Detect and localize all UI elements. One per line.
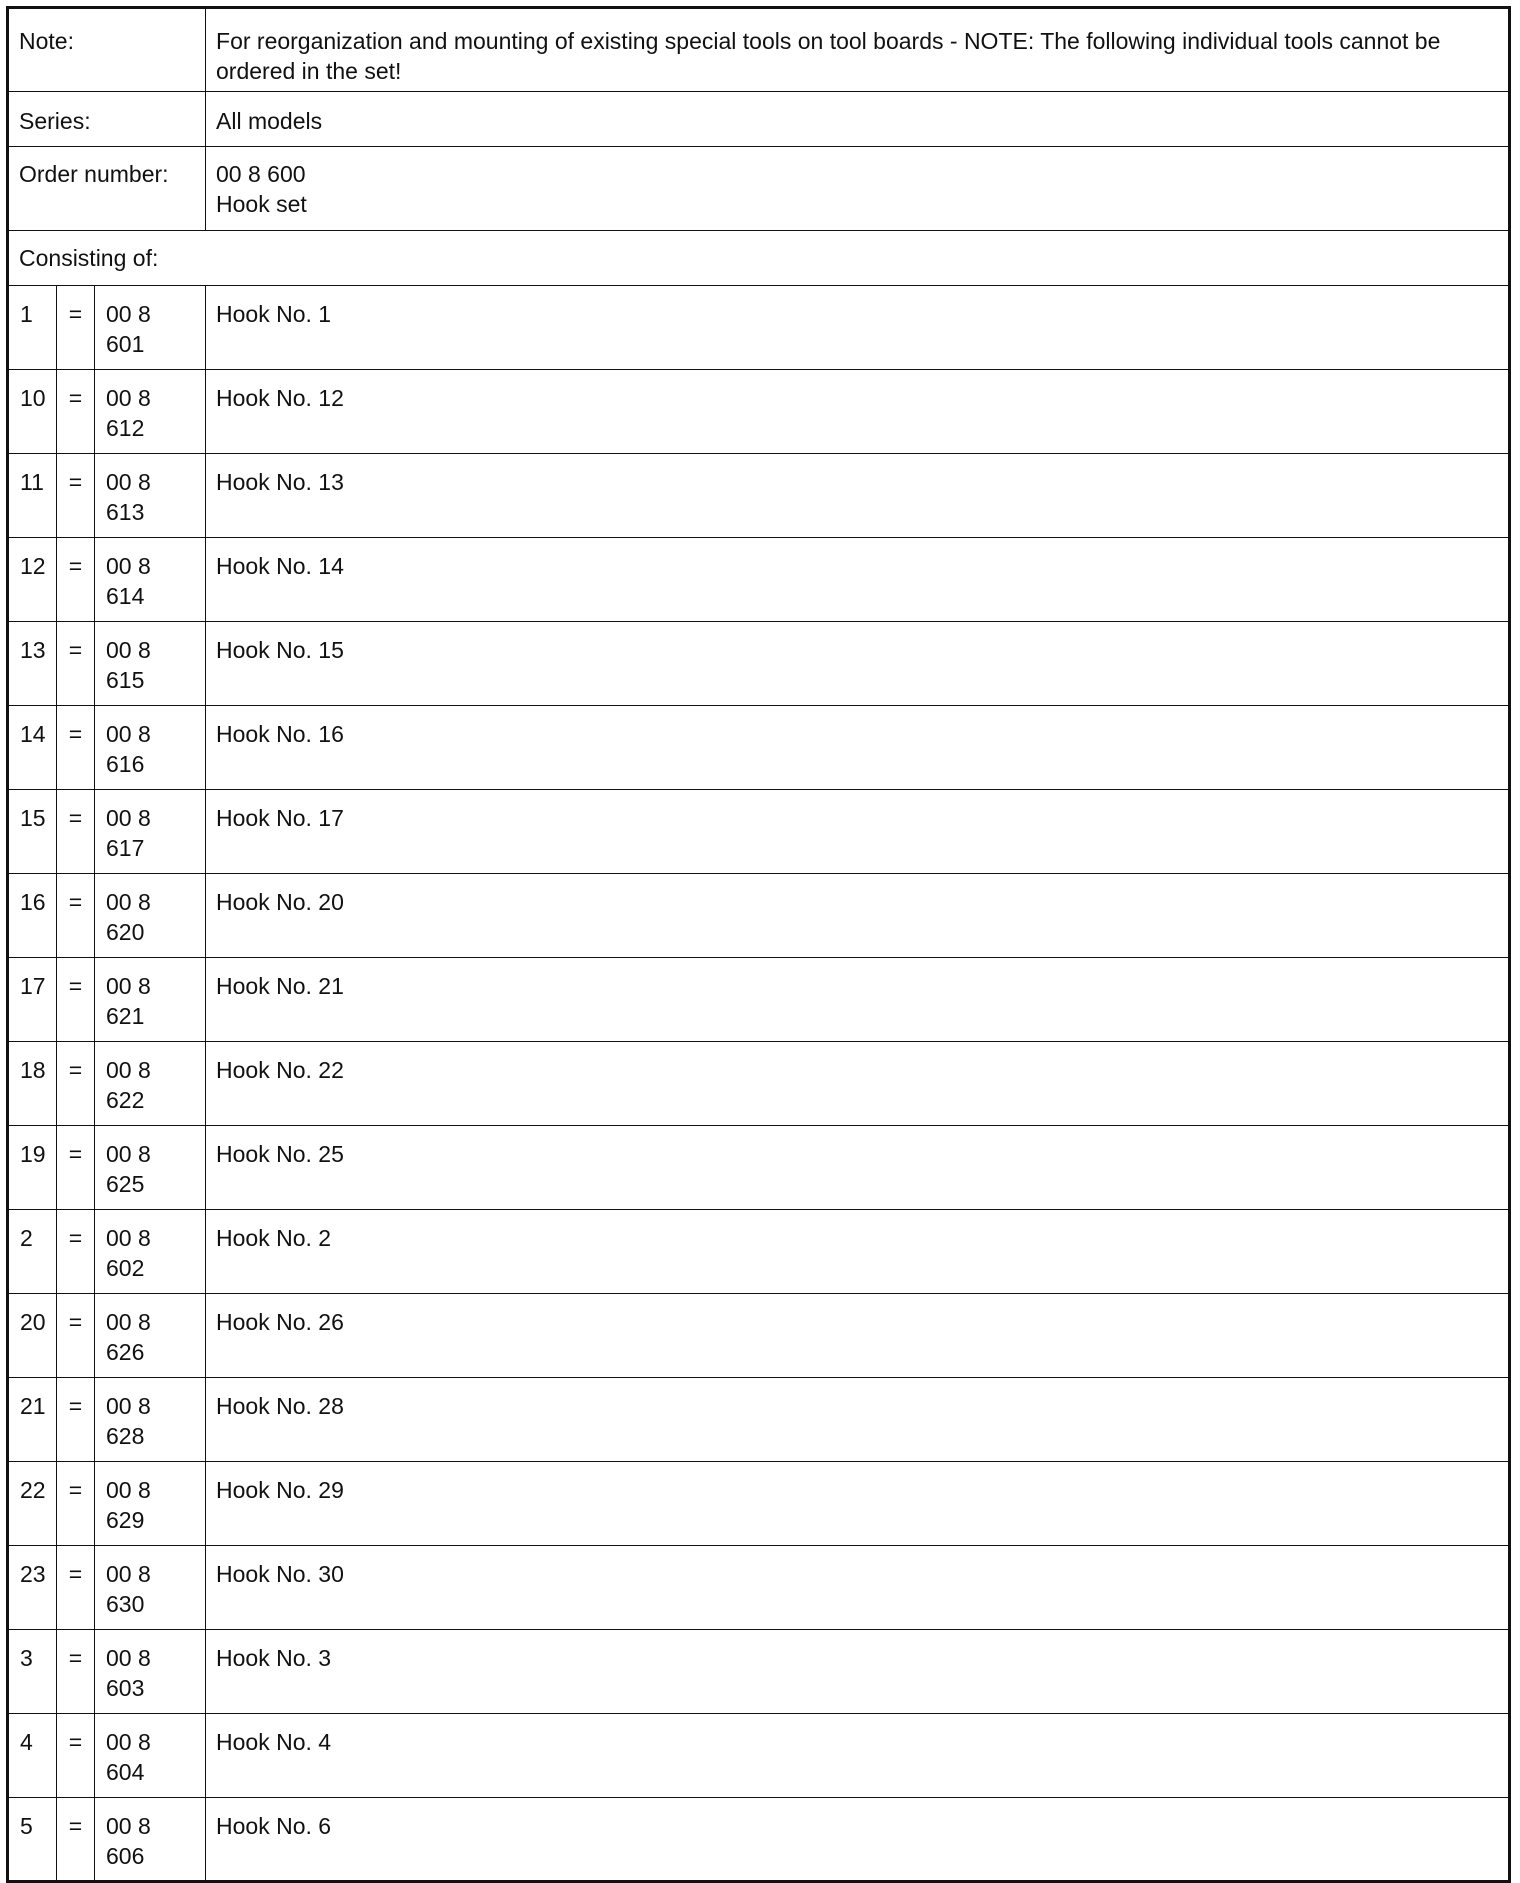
hook-set-table	[6, 6, 1511, 1883]
item-code-suffix: 620	[106, 919, 145, 945]
table-row	[8, 706, 1510, 790]
item-index: 4	[8, 1714, 57, 1798]
item-code-prefix: 00 8	[106, 1057, 151, 1083]
item-code-prefix: 00 8	[106, 637, 151, 663]
item-index: 11	[8, 454, 57, 538]
item-description: Hook No. 17	[206, 790, 1510, 874]
item-code-suffix: 629	[106, 1507, 145, 1533]
note-row	[8, 8, 1510, 92]
item-code-suffix: 603	[106, 1675, 145, 1701]
item-code	[95, 1126, 206, 1210]
item-code-suffix: 606	[106, 1843, 145, 1869]
item-index: 1	[8, 286, 57, 370]
item-equals-sign: =	[57, 454, 95, 538]
item-equals-sign: =	[57, 538, 95, 622]
item-description: Hook No. 30	[206, 1546, 1510, 1630]
item-code	[95, 1042, 206, 1126]
table-row	[8, 286, 1510, 370]
item-equals-sign: =	[57, 370, 95, 454]
item-code-suffix: 615	[106, 667, 145, 693]
item-code-prefix: 00 8	[106, 553, 151, 579]
item-index: 13	[8, 622, 57, 706]
table-row	[8, 1294, 1510, 1378]
consisting-row	[8, 231, 1510, 286]
item-index: 3	[8, 1630, 57, 1714]
item-description: Hook No. 13	[206, 454, 1510, 538]
item-equals-sign: =	[57, 1714, 95, 1798]
item-description: Hook No. 20	[206, 874, 1510, 958]
item-code	[95, 1798, 206, 1882]
item-index: 21	[8, 1378, 57, 1462]
series-value: All models	[206, 92, 1510, 147]
item-description: Hook No. 16	[206, 706, 1510, 790]
item-index: 17	[8, 958, 57, 1042]
table-row	[8, 1042, 1510, 1126]
consisting-label: Consisting of:	[8, 231, 1510, 286]
item-equals-sign: =	[57, 1210, 95, 1294]
item-equals-sign: =	[57, 1462, 95, 1546]
table-row	[8, 454, 1510, 538]
item-code-suffix: 612	[106, 415, 145, 441]
item-code	[95, 538, 206, 622]
item-code-prefix: 00 8	[106, 721, 151, 747]
item-code	[95, 286, 206, 370]
item-equals-sign: =	[57, 622, 95, 706]
item-code	[95, 370, 206, 454]
item-index: 12	[8, 538, 57, 622]
item-description: Hook No. 26	[206, 1294, 1510, 1378]
item-code	[95, 1630, 206, 1714]
table-row	[8, 790, 1510, 874]
item-code-suffix: 614	[106, 583, 145, 609]
note-label: Note:	[8, 8, 206, 92]
item-description: Hook No. 29	[206, 1462, 1510, 1546]
order-row	[8, 147, 1510, 231]
item-code-prefix: 00 8	[106, 1813, 151, 1839]
item-index: 14	[8, 706, 57, 790]
item-index: 19	[8, 1126, 57, 1210]
item-code	[95, 790, 206, 874]
item-equals-sign: =	[57, 1042, 95, 1126]
item-code	[95, 454, 206, 538]
series-label: Series:	[8, 92, 206, 147]
item-code	[95, 1546, 206, 1630]
table-row	[8, 1546, 1510, 1630]
item-code	[95, 1378, 206, 1462]
order-name: Hook set	[216, 191, 307, 217]
item-code	[95, 706, 206, 790]
item-code-prefix: 00 8	[106, 1477, 151, 1503]
item-code-suffix: 621	[106, 1003, 145, 1029]
item-code-suffix: 616	[106, 751, 145, 777]
item-code-suffix: 630	[106, 1591, 145, 1617]
item-code-prefix: 00 8	[106, 1393, 151, 1419]
item-code-suffix: 602	[106, 1255, 145, 1281]
item-description: Hook No. 14	[206, 538, 1510, 622]
item-code-suffix: 601	[106, 331, 145, 357]
item-code-suffix: 628	[106, 1423, 145, 1449]
table-row	[8, 1462, 1510, 1546]
item-code-suffix: 604	[106, 1759, 145, 1785]
item-code-suffix: 625	[106, 1171, 145, 1197]
table-row	[8, 622, 1510, 706]
item-index: 15	[8, 790, 57, 874]
item-code-prefix: 00 8	[106, 385, 151, 411]
item-description: Hook No. 15	[206, 622, 1510, 706]
item-index: 2	[8, 1210, 57, 1294]
table-row	[8, 1378, 1510, 1462]
table-row	[8, 370, 1510, 454]
item-description: Hook No. 22	[206, 1042, 1510, 1126]
item-description: Hook No. 3	[206, 1630, 1510, 1714]
table-row	[8, 1210, 1510, 1294]
item-code-prefix: 00 8	[106, 301, 151, 327]
item-code	[95, 874, 206, 958]
item-code-prefix: 00 8	[106, 1225, 151, 1251]
item-equals-sign: =	[57, 1630, 95, 1714]
table-row	[8, 1630, 1510, 1714]
item-code-prefix: 00 8	[106, 1309, 151, 1335]
item-index: 20	[8, 1294, 57, 1378]
item-description: Hook No. 12	[206, 370, 1510, 454]
item-description: Hook No. 28	[206, 1378, 1510, 1462]
item-equals-sign: =	[57, 958, 95, 1042]
item-code-prefix: 00 8	[106, 1645, 151, 1671]
table-row	[8, 538, 1510, 622]
item-index: 5	[8, 1798, 57, 1882]
item-index: 23	[8, 1546, 57, 1630]
item-description: Hook No. 1	[206, 286, 1510, 370]
item-description: Hook No. 2	[206, 1210, 1510, 1294]
item-code-prefix: 00 8	[106, 1141, 151, 1167]
note-text: For reorganization and mounting of existing special tools on tool boards - NOTE: The following individual tools cannot be ordered in the set!	[206, 8, 1510, 92]
item-equals-sign: =	[57, 706, 95, 790]
table-row	[8, 874, 1510, 958]
item-code-prefix: 00 8	[106, 973, 151, 999]
table-row	[8, 1126, 1510, 1210]
item-code-prefix: 00 8	[106, 1561, 151, 1587]
table-row	[8, 1798, 1510, 1882]
item-equals-sign: =	[57, 1126, 95, 1210]
item-index: 18	[8, 1042, 57, 1126]
series-row	[8, 92, 1510, 147]
table-row	[8, 958, 1510, 1042]
item-code-prefix: 00 8	[106, 889, 151, 915]
item-code-suffix: 622	[106, 1087, 145, 1113]
item-equals-sign: =	[57, 1546, 95, 1630]
item-code-prefix: 00 8	[106, 1729, 151, 1755]
item-code	[95, 958, 206, 1042]
item-code	[95, 1294, 206, 1378]
item-description: Hook No. 21	[206, 958, 1510, 1042]
order-value	[206, 147, 1510, 231]
item-code-prefix: 00 8	[106, 469, 151, 495]
item-code-suffix: 626	[106, 1339, 145, 1365]
item-code-prefix: 00 8	[106, 805, 151, 831]
item-index: 22	[8, 1462, 57, 1546]
item-code-suffix: 613	[106, 499, 145, 525]
order-label: Order number:	[8, 147, 206, 231]
item-equals-sign: =	[57, 790, 95, 874]
item-code-suffix: 617	[106, 835, 145, 861]
item-description: Hook No. 6	[206, 1798, 1510, 1882]
table-row	[8, 1714, 1510, 1798]
item-code	[95, 1210, 206, 1294]
item-description: Hook No. 25	[206, 1126, 1510, 1210]
item-equals-sign: =	[57, 286, 95, 370]
item-equals-sign: =	[57, 874, 95, 958]
item-description: Hook No. 4	[206, 1714, 1510, 1798]
item-code	[95, 622, 206, 706]
item-equals-sign: =	[57, 1378, 95, 1462]
item-code	[95, 1462, 206, 1546]
item-equals-sign: =	[57, 1798, 95, 1882]
item-equals-sign: =	[57, 1294, 95, 1378]
order-number: 00 8 600	[216, 161, 306, 187]
item-index: 16	[8, 874, 57, 958]
item-code	[95, 1714, 206, 1798]
item-index: 10	[8, 370, 57, 454]
